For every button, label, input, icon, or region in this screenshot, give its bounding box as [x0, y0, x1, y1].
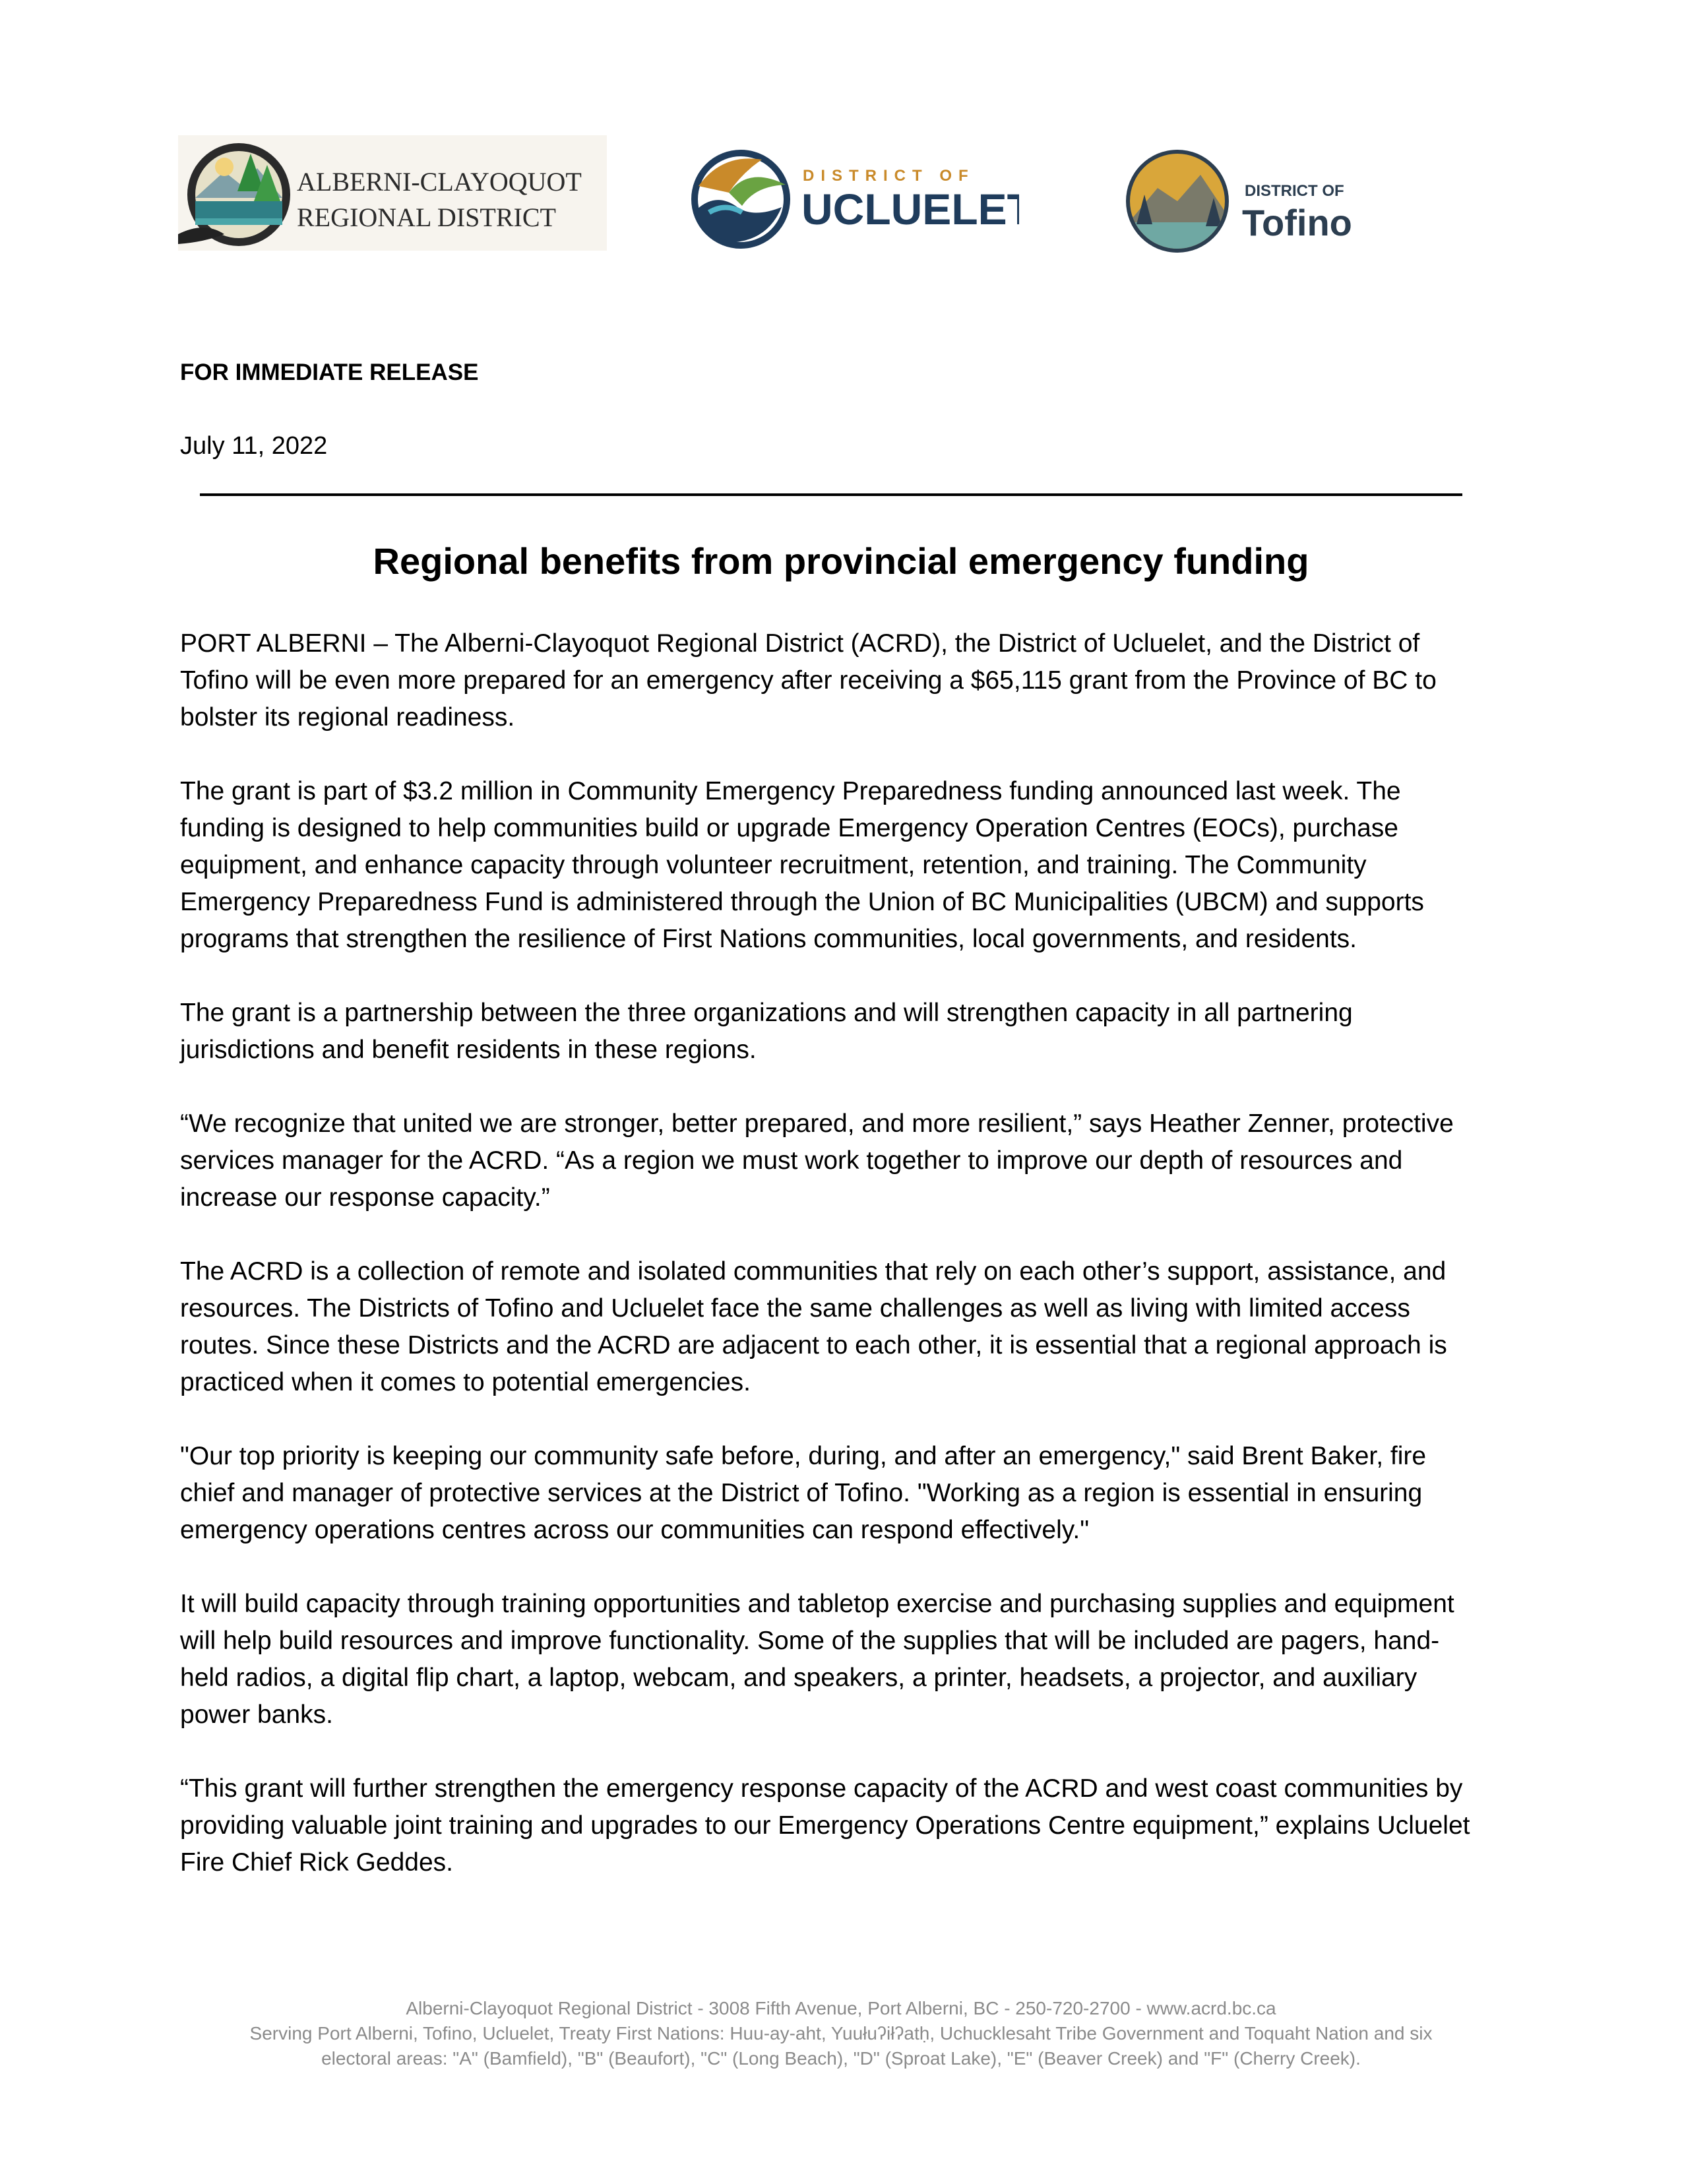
- footer-contact-line: Alberni-Clayoquot Regional District - 3008 Fifth Avenue, Port Alberni, BC - 250-720-2700 - www.acrd.bc.ca: [406, 1998, 1276, 2018]
- tofino-name: Tofino: [1242, 202, 1352, 243]
- ucluelet-district-of: DISTRICT OF: [803, 167, 975, 185]
- acrd-logo: [178, 135, 607, 251]
- footer: [0, 1996, 1682, 2071]
- tofino-emblem-icon: [1125, 148, 1375, 254]
- paragraph: It will build capacity through training opportunities and tabletop exercise and purchasing supplies and equipment will help build resources and improve functionality. Some of the supplies that will be included are pagers, hand-held radios, a digital flip chart, a laptop, webcam, and speakers, a printer, headsets, a projector, and auxiliary power banks.: [180, 1590, 1454, 1729]
- paragraph: The ACRD is a collection of remote and isolated communities that rely on each other’s support, assistance, and resources. The Districts of Tofino and Ucluelet face the same challenges as well as living with limited access routes. Since these Districts and the ACRD are adjacent to each other, it is essential that a regional approach is practiced when it comes to potential emergencies.: [180, 1257, 1447, 1396]
- acrd-emblem-icon: [178, 135, 607, 251]
- footer-areas-line: electoral areas: "A" (Bamfield), "B" (Beaufort), "C" (Long Beach), "D" (Sproat Lake), "E" (Beaver Creek) and "F" (Cherry Creek).: [321, 2048, 1361, 2069]
- paragraph: “We recognize that united we are stronger, better prepared, and more resilient,” says Heather Zenner, protective services manager for the ACRD. “As a region we must work together to improve our depth of resources and increase our response capacity.”: [180, 1109, 1454, 1212]
- paragraph: The grant is part of $3.2 million in Community Emergency Preparedness funding announced last week. The funding is designed to help communities build or upgrade Emergency Operation Centres (EOCs), purchase equipment, and enhance capacity through volunteer recruitment, retention, and training. The Community Emergency Preparedness Fund is administered through the Union of BC Municipalities (UBCM) and supports programs that strengthen the resilience of First Nations communities, local governments, and residents.: [180, 777, 1424, 953]
- paragraph: The grant is a partnership between the three organizations and will strengthen capacity in all partnering jurisdictions and benefit residents in these regions.: [180, 999, 1353, 1064]
- paragraph: “This grant will further strengthen the emergency response capacity of the ACRD and west coast communities by providing valuable joint training and upgrades to our Emergency Operations Centre equipment,” explains Ucluelet Fire Chief Rick Geddes.: [180, 1774, 1470, 1877]
- acrd-name-line1: ALBERNI-CLAYOQUOT: [297, 167, 582, 197]
- release-label: FOR IMMEDIATE RELEASE: [180, 359, 479, 385]
- ucluelet-name: UCLUELET: [801, 185, 1019, 234]
- headline: Regional benefits from provincial emergency funding: [373, 540, 1309, 582]
- release-date: July 11, 2022: [180, 432, 328, 460]
- footer-serving-line: Serving Port Alberni, Tofino, Ucluelet, Treaty First Nations: Huu-ay-aht, Yuułuʔiłʔatḥ, Uchucklesaht Tribe Government and Toquaht Nation and six: [249, 2023, 1433, 2044]
- paragraph: "Our top priority is keeping our community safe before, during, and after an emergency," said Brent Baker, fire chief and manager of protective services at the District of Tofino. "Working as a region is essential in ensuring emergency operations centres across our communities can respond effectively.": [180, 1442, 1427, 1544]
- ucluelet-wave-icon: [689, 146, 1019, 252]
- header-divider: [200, 493, 1462, 496]
- press-body: [180, 625, 1486, 1918]
- acrd-name-line2: REGIONAL DISTRICT: [297, 203, 556, 232]
- paragraph: PORT ALBERNI – The Alberni-Clayoquot Regional District (ACRD), the District of Ucluelet, and the District of Tofino will be even more prepared for an emergency after receiving a $65,115 grant from the Province of BC to bolster its regional readiness.: [180, 629, 1437, 732]
- tofino-district-of: DISTRICT OF: [1245, 182, 1344, 200]
- tofino-logo: [1125, 148, 1375, 254]
- ucluelet-logo: [689, 146, 1019, 252]
